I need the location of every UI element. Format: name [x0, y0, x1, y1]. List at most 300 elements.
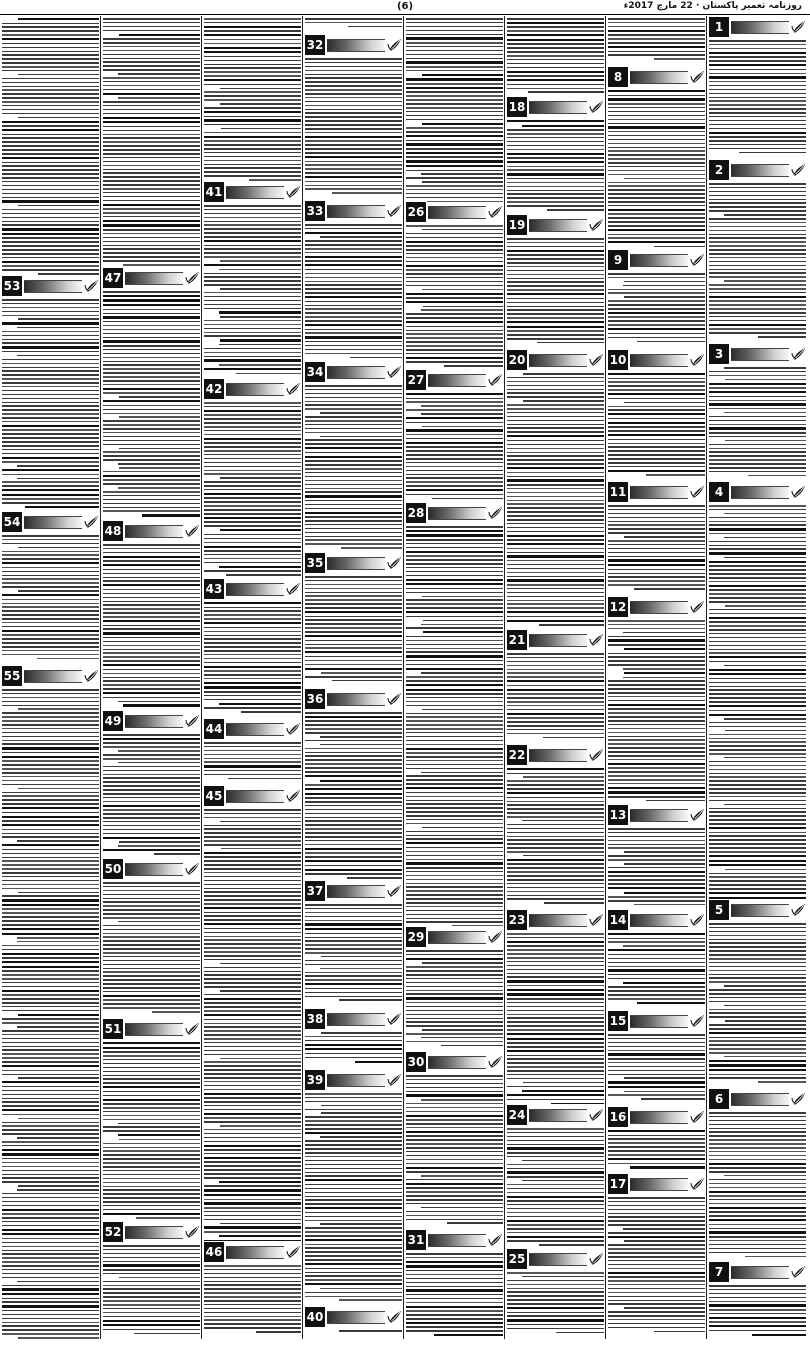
text-line — [103, 649, 200, 651]
text-line — [305, 1128, 402, 1130]
text-line — [406, 481, 503, 483]
text-line — [2, 1034, 99, 1036]
text-line — [406, 847, 503, 849]
text-line — [709, 1228, 806, 1230]
text-line — [204, 1069, 301, 1071]
text-line — [406, 744, 503, 746]
text-line — [709, 1151, 806, 1153]
text-line — [608, 736, 705, 738]
text-line — [2, 485, 99, 487]
text-line — [507, 1272, 604, 1274]
text-line — [204, 994, 301, 996]
text-line — [709, 69, 806, 71]
text-line — [2, 780, 99, 782]
text-line — [204, 542, 301, 544]
text-line — [507, 721, 604, 723]
text-line — [608, 933, 705, 935]
text-line — [204, 919, 301, 921]
text-line — [608, 704, 705, 706]
leaf-icon — [488, 204, 504, 220]
text-line — [608, 30, 705, 32]
leaf-icon — [690, 252, 706, 268]
item-heading — [303, 688, 404, 710]
text-line — [2, 1322, 99, 1324]
text-line — [18, 590, 99, 592]
text-line — [204, 746, 301, 748]
text-line — [709, 722, 806, 724]
text-line — [709, 269, 806, 271]
text-line — [305, 539, 402, 541]
text-line — [305, 301, 402, 303]
item-number-badge: 18 — [507, 97, 527, 117]
text-line — [17, 937, 99, 939]
text-line — [103, 933, 200, 935]
text-line — [2, 1329, 99, 1331]
text-line — [2, 957, 99, 959]
text-line — [2, 269, 99, 271]
text-line — [608, 46, 705, 48]
item-number-badge: 7 — [709, 1262, 729, 1282]
text-line — [654, 246, 705, 248]
text-line — [18, 18, 99, 20]
text-line — [103, 1067, 200, 1069]
item-number-badge: 3 — [709, 344, 729, 364]
text-line — [406, 1131, 503, 1133]
text-line — [406, 811, 503, 813]
text-line — [2, 134, 99, 136]
text-line — [103, 589, 200, 591]
item-number-badge: 16 — [608, 1107, 628, 1127]
text-line — [507, 1029, 604, 1031]
text-line — [204, 899, 301, 901]
news-item — [404, 369, 505, 502]
news-item — [606, 349, 707, 481]
item-number-badge: 37 — [305, 881, 325, 901]
text-line — [204, 64, 301, 66]
item-heading — [202, 378, 303, 400]
text-line — [204, 1081, 301, 1083]
text-line — [2, 421, 99, 423]
text-line — [305, 1172, 402, 1174]
news-item — [505, 1248, 606, 1339]
text-line — [204, 654, 301, 656]
text-line — [608, 1135, 705, 1137]
text-line — [204, 891, 301, 893]
text-line — [608, 426, 705, 428]
text-line — [406, 879, 503, 881]
text-line — [507, 153, 604, 155]
text-line — [423, 631, 503, 633]
text-line — [709, 1330, 806, 1332]
text-line — [406, 603, 503, 605]
text-line — [646, 474, 705, 476]
text-line — [305, 1144, 402, 1146]
text-line — [507, 1062, 604, 1064]
text-line — [103, 295, 200, 297]
article-body-text — [103, 734, 200, 857]
text-line — [305, 1263, 402, 1265]
item-heading — [101, 858, 202, 880]
text-line — [709, 81, 806, 83]
text-line — [421, 624, 503, 626]
text-line — [17, 1137, 99, 1139]
text-line — [204, 1288, 301, 1290]
text-line — [204, 525, 301, 527]
text-line — [608, 1244, 705, 1246]
text-line — [103, 785, 200, 787]
text-line — [406, 1330, 503, 1332]
text-line — [406, 764, 503, 766]
text-line — [2, 82, 99, 84]
text-line — [608, 1163, 705, 1165]
text-line — [406, 1025, 503, 1027]
text-line — [103, 304, 200, 306]
text-line — [103, 625, 200, 627]
text-line — [204, 1117, 301, 1119]
text-line — [507, 392, 604, 394]
text-line — [204, 248, 301, 250]
text-line — [204, 754, 301, 756]
leaf-icon — [286, 721, 302, 737]
text-line — [305, 716, 402, 718]
text-line — [204, 707, 301, 709]
text-line — [2, 784, 99, 786]
text-line — [752, 1334, 806, 1336]
text-line — [2, 606, 99, 608]
text-line — [204, 280, 301, 282]
text-line — [624, 892, 705, 894]
text-line — [523, 776, 604, 778]
text-line — [709, 1207, 806, 1209]
text-line — [103, 948, 200, 950]
text-line — [608, 840, 705, 842]
text-line — [2, 1205, 99, 1207]
text-line — [2, 1221, 99, 1223]
text-line — [103, 409, 200, 411]
text-line — [507, 1240, 604, 1242]
text-line — [103, 145, 200, 147]
text-line — [2, 86, 99, 88]
leaf-icon — [84, 514, 100, 530]
text-line — [406, 50, 503, 52]
text-line — [507, 676, 604, 678]
text-line — [204, 1019, 301, 1021]
text-line — [204, 770, 301, 772]
text-line — [406, 803, 503, 805]
text-line — [507, 1324, 604, 1326]
text-line — [406, 807, 503, 809]
text-line — [709, 187, 806, 189]
text-line — [204, 1014, 301, 1016]
text-line — [608, 292, 705, 294]
text-line — [2, 351, 99, 353]
text-line — [608, 1038, 705, 1040]
text-line — [103, 805, 200, 807]
text-line — [103, 413, 200, 415]
text-line — [2, 994, 99, 996]
text-line — [103, 837, 200, 839]
item-number-badge: 19 — [507, 215, 527, 235]
text-line — [507, 1152, 604, 1154]
item-number-badge: 25 — [507, 1249, 527, 1269]
text-line — [507, 879, 604, 881]
text-line — [204, 974, 301, 976]
text-line — [305, 528, 402, 530]
text-line — [709, 726, 806, 728]
text-line — [406, 1261, 503, 1263]
text-line — [332, 192, 402, 194]
text-line — [507, 404, 604, 406]
text-line — [305, 1101, 402, 1103]
text-line — [204, 1038, 301, 1040]
text-line — [204, 1316, 301, 1318]
text-line — [608, 418, 705, 420]
text-line — [103, 620, 200, 622]
text-line — [709, 1191, 806, 1193]
text-line — [507, 1236, 604, 1238]
text-line — [305, 320, 402, 322]
text-line — [2, 586, 99, 588]
text-line — [406, 265, 503, 267]
text-line — [305, 408, 402, 410]
item-number-badge: 22 — [507, 745, 527, 765]
text-line — [103, 22, 200, 24]
text-line — [103, 1178, 200, 1180]
text-line — [709, 974, 806, 976]
text-line — [204, 955, 301, 957]
text-line — [103, 208, 200, 210]
text-line — [305, 500, 402, 502]
text-line — [305, 748, 402, 750]
text-line — [709, 89, 806, 91]
text-line — [507, 1184, 604, 1186]
text-line — [305, 491, 402, 493]
text-line — [220, 339, 301, 341]
news-item — [707, 343, 808, 481]
text-line — [507, 262, 604, 264]
text-line — [709, 1293, 806, 1295]
news-item — [707, 899, 808, 1088]
article-body-text — [204, 18, 301, 183]
text-line — [608, 170, 705, 172]
text-line — [305, 416, 402, 418]
leaf-icon — [185, 861, 201, 877]
text-line — [2, 1114, 99, 1116]
text-line — [103, 1075, 200, 1077]
text-line — [103, 692, 200, 694]
text-line — [2, 760, 99, 762]
text-line — [204, 895, 301, 897]
text-line — [226, 574, 301, 576]
text-line — [709, 517, 806, 519]
text-line — [507, 270, 604, 272]
text-line — [103, 1288, 200, 1290]
text-line — [709, 1240, 806, 1242]
text-line — [103, 237, 200, 239]
text-line — [758, 336, 806, 338]
text-line — [305, 1220, 402, 1222]
text-line — [608, 201, 705, 203]
text-line — [507, 385, 604, 387]
text-line — [507, 535, 604, 537]
text-line — [406, 330, 503, 332]
text-line — [709, 320, 806, 322]
text-line — [709, 714, 806, 716]
text-line — [406, 225, 503, 227]
text-line — [507, 859, 604, 861]
text-line — [204, 828, 301, 830]
text-line — [204, 458, 301, 460]
text-line — [123, 704, 200, 706]
text-line — [709, 249, 806, 251]
text-line — [103, 1182, 200, 1184]
text-line — [305, 904, 402, 906]
text-line — [320, 1288, 402, 1290]
text-line — [2, 233, 99, 235]
text-line — [204, 998, 301, 1000]
text-line — [103, 1193, 200, 1195]
text-line — [103, 552, 200, 554]
text-line — [204, 622, 301, 624]
text-line — [2, 701, 99, 703]
text-line — [709, 693, 806, 695]
text-line — [507, 989, 604, 991]
text-line — [2, 109, 99, 111]
leaf-icon — [185, 713, 201, 729]
text-line — [305, 1244, 402, 1246]
text-line — [103, 192, 200, 194]
text-line — [608, 1260, 705, 1262]
text-line — [103, 380, 200, 382]
text-line — [608, 413, 705, 415]
text-line — [709, 148, 806, 150]
text-line — [204, 1133, 301, 1135]
text-line — [305, 740, 402, 742]
text-line — [256, 1331, 301, 1333]
text-line — [2, 1129, 99, 1131]
text-line — [709, 206, 806, 208]
text-line — [103, 987, 200, 989]
text-line — [2, 799, 99, 801]
text-line — [709, 420, 806, 422]
text-line — [305, 516, 402, 518]
text-line — [103, 809, 200, 811]
text-line — [406, 42, 503, 44]
article-body-text — [608, 828, 705, 908]
text-line — [204, 304, 301, 306]
text-line — [204, 320, 301, 322]
text-line — [204, 1284, 301, 1286]
text-line — [2, 47, 99, 49]
text-line — [709, 1064, 806, 1066]
text-line — [305, 89, 402, 91]
item-heading — [606, 349, 707, 371]
text-line — [2, 860, 99, 862]
text-line — [709, 1183, 806, 1185]
text-line — [608, 126, 705, 128]
text-line — [421, 772, 503, 774]
text-line — [709, 625, 806, 627]
text-line — [2, 97, 99, 99]
text-line — [2, 594, 99, 596]
text-line — [204, 148, 301, 150]
text-line — [406, 783, 503, 785]
text-line — [204, 470, 301, 472]
text-line — [103, 153, 200, 155]
text-line — [422, 74, 503, 76]
text-line — [103, 991, 200, 993]
text-line — [305, 664, 402, 666]
text-line — [2, 1046, 99, 1048]
text-line — [305, 353, 402, 355]
text-line — [406, 906, 503, 908]
text-line — [204, 832, 301, 834]
text-line — [507, 851, 604, 853]
text-line — [204, 95, 301, 97]
text-line — [709, 548, 806, 550]
text-line — [406, 740, 503, 742]
text-line — [507, 523, 604, 525]
text-line — [507, 1006, 604, 1008]
text-line — [709, 210, 806, 212]
text-line — [406, 775, 503, 777]
text-line — [406, 720, 503, 722]
text-line — [709, 954, 806, 956]
text-line — [709, 218, 806, 220]
text-line — [204, 410, 301, 412]
text-line — [103, 42, 200, 44]
text-line — [204, 119, 301, 121]
text-line — [2, 928, 99, 930]
text-line — [2, 162, 99, 164]
text-line — [220, 1058, 301, 1060]
text-line — [305, 1132, 402, 1134]
text-line — [507, 484, 604, 486]
text-line — [709, 1120, 806, 1122]
text-line — [305, 281, 402, 283]
text-line — [2, 899, 99, 901]
text-line — [709, 1016, 806, 1018]
text-line — [608, 308, 705, 310]
text-line — [2, 571, 99, 573]
leaf-icon — [286, 184, 302, 200]
text-line — [709, 304, 806, 306]
text-line — [2, 966, 99, 968]
text-line — [305, 156, 402, 158]
text-line — [320, 780, 402, 782]
text-line — [103, 901, 200, 903]
item-number-badge: 14 — [608, 910, 628, 930]
text-line — [507, 1280, 604, 1282]
text-line — [2, 1053, 99, 1055]
text-line — [507, 492, 604, 494]
item-heading — [606, 1010, 707, 1032]
text-line — [2, 307, 99, 309]
text-line — [2, 567, 99, 569]
text-line — [507, 1188, 604, 1190]
text-line — [709, 300, 806, 302]
text-line — [507, 448, 604, 450]
text-line — [220, 1125, 301, 1127]
text-line — [507, 258, 604, 260]
text-line — [18, 1337, 99, 1339]
text-line — [305, 763, 402, 765]
text-line — [709, 144, 806, 146]
text-line — [204, 939, 301, 941]
text-line — [204, 1312, 301, 1314]
text-line — [745, 1256, 806, 1258]
text-line — [103, 766, 200, 768]
